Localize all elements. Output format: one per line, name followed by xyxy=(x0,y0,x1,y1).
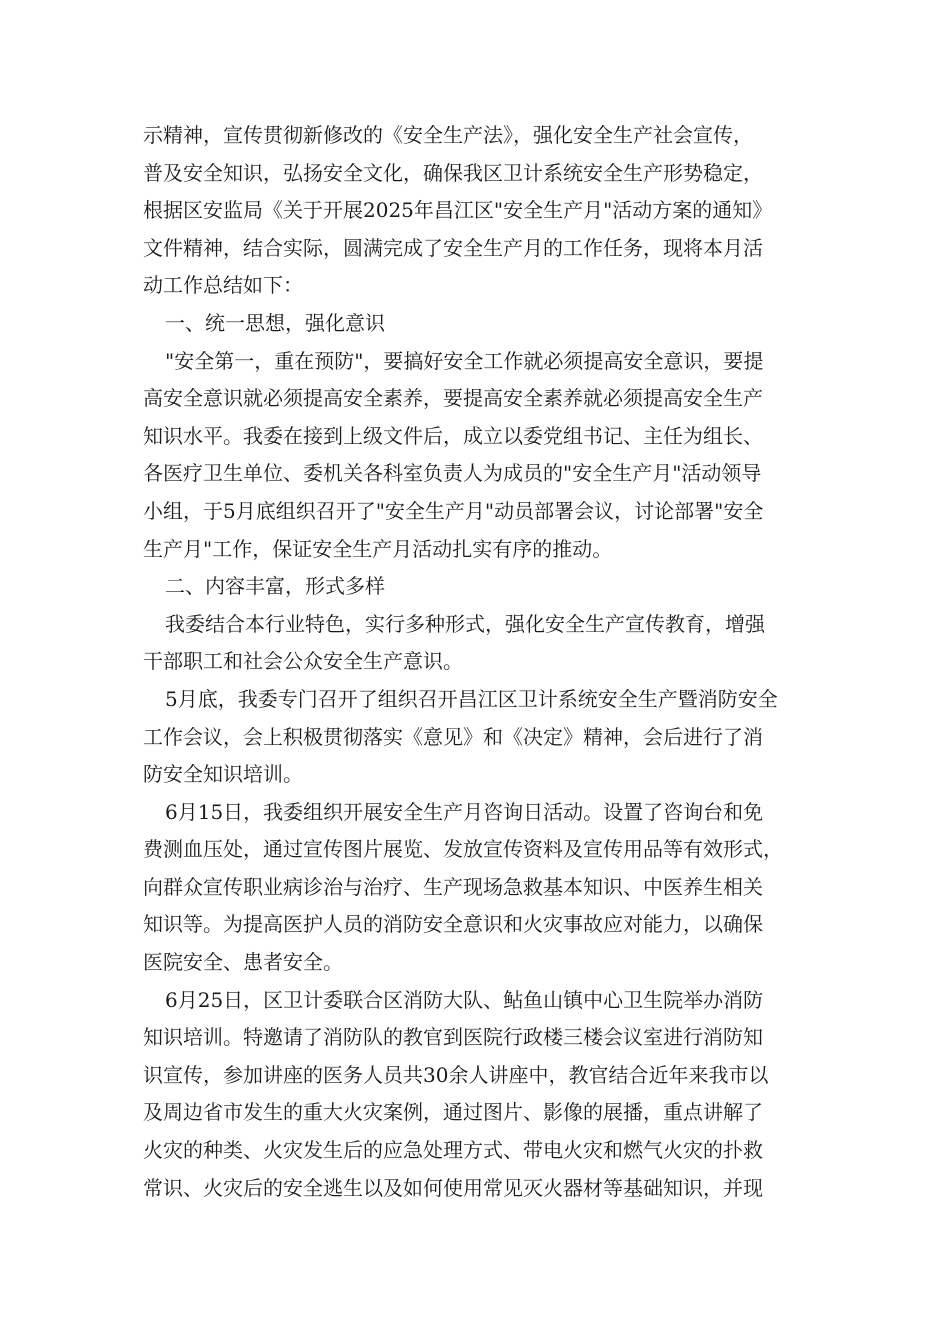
text-line: 各医疗卫生单位、委机关各科室负责人为成员的"安全生产月"活动领导 xyxy=(143,461,762,486)
document-body xyxy=(143,117,808,1207)
text-line: 根据区安监局《关于开展2025年昌江区"安全生产月"活动方案的通知》 xyxy=(143,198,773,223)
section-heading-1: 一、统一思想，强化意识 xyxy=(165,310,385,335)
text-line: 防安全知识培训。 xyxy=(143,762,303,787)
text-line: 知识水平。我委在接到上级文件后，成立以委党组书记、主任为组长、 xyxy=(143,423,763,448)
text-line: 知识培训。特邀请了消防队的教官到医院行政楼三楼会议室进行消防知 xyxy=(143,1025,763,1050)
text-line: "安全第一，重在预防"，要搞好安全工作就必须提高安全意识，要提 xyxy=(165,348,764,373)
text-line: 知识等。为提高医护人员的消防安全意识和火灾事故应对能力，以确保 xyxy=(143,912,763,937)
text-line: 向群众宣传职业病诊治与治疗、生产现场急救基本知识、中医养生相关 xyxy=(143,874,763,899)
text-line: 动工作总结如下： xyxy=(143,273,303,298)
text-line: 识宣传，参加讲座的医务人员共30余人讲座中，教官结合近年来我市以 xyxy=(143,1062,769,1087)
text-line: 高安全意识就必须提高安全素养，要提高安全素养就必须提高安全生产 xyxy=(143,386,763,411)
text-line: 火灾的种类、火灾发生后的应急处理方式、带电火灾和燃气火灾的扑救 xyxy=(143,1138,763,1163)
text-line: 5月底，我委专门召开了组织召开昌江区卫计系统安全生产暨消防安全 xyxy=(165,686,778,711)
text-line: 医院安全、患者安全。 xyxy=(143,950,343,975)
text-line: 工作会议，会上积极贯彻落实《意见》和《决定》精神，会后进行了消 xyxy=(143,724,763,749)
text-line: 常识、火灾后的安全逃生以及如何使用常见灭火器材等基础知识，并现 xyxy=(143,1175,763,1200)
section-heading-2: 二、内容丰富，形式多样 xyxy=(165,574,385,599)
text-line: 文件精神，结合实际，圆满完成了安全生产月的工作任务，现将本月活 xyxy=(143,235,763,260)
text-line: 6月25日，区卫计委联合区消防大队、鲇鱼山镇中心卫生院举办消防 xyxy=(165,987,764,1012)
text-line: 我委结合本行业特色，实行多种形式，强化安全生产宣传教育，增强 xyxy=(165,611,765,636)
text-line: 普及安全知识，弘扬安全文化，确保我区卫计系统安全生产形势稳定， xyxy=(143,160,763,185)
text-line: 及周边省市发生的重大火灾案例，通过图片、影像的展播，重点讲解了 xyxy=(143,1100,763,1125)
text-line: 示精神，宣传贯彻新修改的《安全生产法》，强化安全生产社会宣传， xyxy=(143,123,753,147)
text-line: 干部职工和社会公众安全生产意识。 xyxy=(143,649,463,674)
text-line: 费测血压处，通过宣传图片展览、发放宣传资料及宣传用品等有效形式， xyxy=(143,837,783,862)
text-line: 6月15日，我委组织开展安全生产月咨询日活动。设置了咨询台和免 xyxy=(165,799,764,824)
text-line: 小组，于5月底组织召开了"安全生产月"动员部署会议，讨论部署"安全 xyxy=(143,498,764,523)
text-line: 生产月"工作，保证安全生产月活动扎实有序的推动。 xyxy=(143,536,613,561)
